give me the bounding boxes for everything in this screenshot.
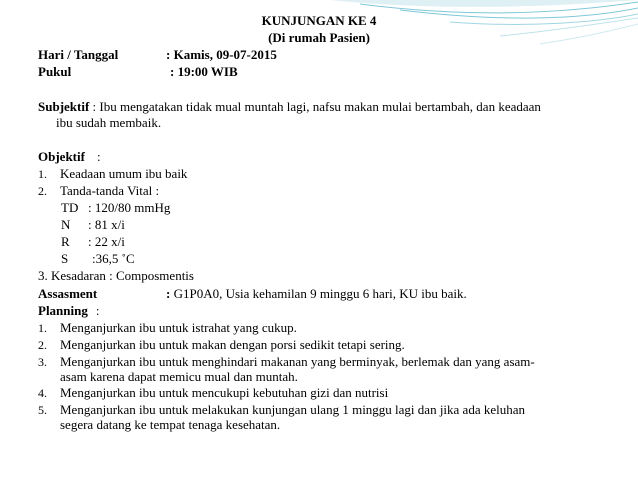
objektif-heading xyxy=(38,149,101,164)
vital-td-label: TD xyxy=(61,200,79,215)
vital-n-value: : 81 x/i xyxy=(88,217,125,232)
vital-s-label: S xyxy=(61,251,69,266)
vital-td-value: : 120/80 mmHg xyxy=(88,200,171,215)
subjektif-line-1 xyxy=(38,99,541,114)
page-subtitle: (Di rumah Pasien) xyxy=(268,30,370,45)
objektif-item-2 xyxy=(38,183,159,199)
time-value: : 19:00 WIB xyxy=(170,64,238,79)
list-number: 3. xyxy=(38,355,47,369)
list-text: Menganjurkan ibu untuk makan dengan porsi sedikit tetapi sering. xyxy=(60,337,405,352)
planning-item-1 xyxy=(38,320,297,336)
subjektif-text: : Ibu mengatakan tidak mual muntah lagi, nafsu makan mulai bertambah, dan keadaan xyxy=(89,99,541,114)
objektif-item-1 xyxy=(38,166,187,182)
list-number: 2. xyxy=(38,338,47,352)
day-label: Hari / Tanggal xyxy=(38,47,119,62)
planning-label: Planning xyxy=(38,303,88,318)
planning-item-5 xyxy=(38,402,525,418)
planning-item-4 xyxy=(38,385,388,401)
objektif-label: Objektif xyxy=(38,149,85,164)
assesment-label: Assasment xyxy=(38,286,98,301)
vital-n-label: N xyxy=(61,217,71,232)
list-text: Menganjurkan ibu untuk menghindari makanan yang berminyak, berlemak dan yang asam- xyxy=(60,354,535,369)
list-text: Menganjurkan ibu untuk istrahat yang cukup. xyxy=(60,320,297,335)
kesadaran-line: 3. Kesadaran : Composmentis xyxy=(38,268,194,283)
vital-r-value: : 22 x/i xyxy=(88,234,125,249)
time-label: Pukul xyxy=(38,64,72,79)
vital-r-label: R xyxy=(61,234,70,249)
planning-item-3 xyxy=(38,354,535,370)
planning-heading xyxy=(38,303,99,318)
list-text: Keadaan umum ibu baik xyxy=(60,166,188,181)
list-text: Menganjurkan ibu untuk mencukupi kebutuhan gizi dan nutrisi xyxy=(60,385,389,400)
objektif-colon: : xyxy=(96,149,101,164)
planning-colon: : xyxy=(95,303,100,318)
planning-item-5-cont: segera datang ke tempat tenaga kesehatan. xyxy=(60,417,281,432)
planning-item-2 xyxy=(38,337,405,353)
planning-item-3-cont: asam karena dapat memicu mual dan muntah. xyxy=(60,369,298,384)
list-text: Menganjurkan ibu untuk melakukan kunjungan ulang 1 minggu lagi dan jika ada keluhan xyxy=(60,402,526,417)
subjektif-line-2: ibu sudah membaik. xyxy=(56,115,162,130)
assesment-value: G1P0A0, Usia kehamilan 9 minggu 6 hari, KU ibu baik. xyxy=(170,286,467,301)
day-value: : Kamis, 09-07-2015 xyxy=(166,47,277,62)
list-number: 4. xyxy=(38,386,47,400)
list-number: 1. xyxy=(38,321,47,335)
vital-s-value: :36,5 ˚C xyxy=(92,251,135,266)
list-number: 5. xyxy=(38,403,47,417)
subjektif-label: Subjektif xyxy=(38,99,90,114)
list-number: 2. xyxy=(38,184,47,198)
list-number: 1. xyxy=(38,167,47,181)
page-title: KUNJUNGAN KE 4 xyxy=(261,13,377,28)
assesment-colon: : xyxy=(166,286,171,301)
assesment-line xyxy=(166,286,467,301)
list-text: Tanda-tanda Vital : xyxy=(60,183,160,198)
